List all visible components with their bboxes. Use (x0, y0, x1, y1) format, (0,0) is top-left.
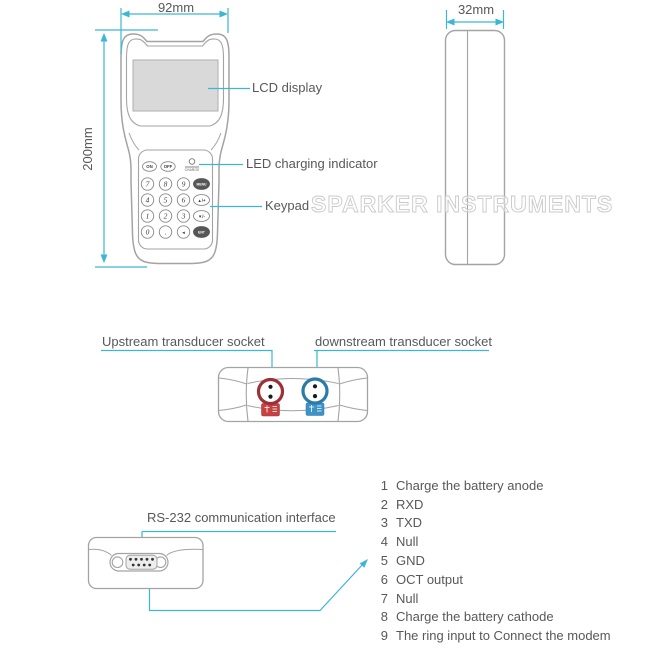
key-off-label: OFF (163, 164, 173, 170)
front-view-drawing (121, 34, 229, 264)
pin-row-5 (377, 551, 611, 570)
watermark-text: SPARKER INSTRUMENTS (311, 191, 614, 217)
upstream-socket-label: Upstream transducer socket (102, 334, 265, 349)
pin-number: 5 (380, 553, 388, 569)
key-0-label: 0 (145, 227, 150, 237)
upstream-socket-tab (262, 404, 280, 417)
pin-row-3 (377, 514, 611, 533)
side-arrow-right (496, 19, 505, 26)
upstream-socket-ring (259, 380, 283, 404)
downstream-socket-label: downstream transducer socket (315, 334, 493, 349)
height-arrow-top (101, 33, 108, 42)
key-on-label: ON (146, 164, 153, 170)
db9-pin-5 (151, 558, 154, 561)
key-8-label: 8 (163, 179, 168, 189)
rs232-pin-list (377, 476, 611, 645)
pin-number: 2 (380, 496, 388, 512)
db9-pin-4 (146, 558, 149, 561)
downstream-socket-pin-bottom (313, 394, 317, 398)
neck-line-left (129, 133, 139, 150)
upstream-socket-pin-bottom (268, 395, 272, 399)
pin-number: 7 (380, 590, 388, 606)
pin-number: 8 (380, 609, 388, 625)
db9-pin-7 (137, 564, 140, 567)
charge-led-icon (189, 159, 195, 165)
rs232-interface-label: RS-232 communication interface (147, 510, 336, 525)
key-left-arrow-label: ◄ (181, 229, 186, 235)
key-4-label: 4 (145, 195, 150, 205)
key-5-label: 5 (163, 195, 168, 205)
pin-row-4 (377, 532, 611, 551)
key-1-label: 1 (145, 211, 150, 221)
pin-number: 6 (380, 571, 388, 587)
pin-row-2 (377, 495, 611, 514)
pin-number: 9 (380, 628, 388, 644)
pin-row-7 (377, 589, 611, 608)
key-3-label: 3 (181, 211, 186, 221)
pin-description: Charge the battery anode (396, 477, 544, 493)
key-down-minus-label: ▼/- (198, 213, 205, 219)
pin-description: TXD (396, 515, 422, 531)
key-dot-label: . (164, 227, 167, 237)
key-up-plus-label: ▲/+ (197, 197, 206, 203)
pin-description: The ring input to Connect the modem (396, 628, 611, 644)
key-menu-label: MENU (196, 182, 207, 187)
db9-pin-1 (129, 558, 132, 561)
width-arrow-right (220, 11, 229, 18)
lcd-display-label: LCD display (252, 80, 323, 95)
charge-led-caption: CHARGE (184, 168, 200, 172)
side-width-dimension-label: 32mm (457, 2, 495, 17)
db9-pin-8 (143, 564, 146, 567)
side-arrow-left (446, 19, 455, 26)
downstream-socket-pin-top (313, 384, 317, 388)
keypad-keys (141, 159, 209, 239)
db9-pin-3 (140, 558, 143, 561)
pin-number: 3 (380, 515, 388, 531)
pin-row-9 (377, 626, 611, 645)
db9-pin-9 (148, 564, 151, 567)
width-arrow-left (121, 11, 130, 18)
pin-number: 4 (380, 534, 388, 550)
top-body-outline (219, 368, 368, 422)
top-view-drawing (219, 368, 368, 422)
key-ent-label: ENT (198, 230, 205, 235)
neck-line-right (211, 133, 221, 150)
front-height-dimension-label: 200mm (80, 127, 95, 171)
height-arrow-bottom (101, 255, 108, 264)
keypad-label: Keypad (265, 198, 310, 213)
front-width-dimension-label: 92mm (157, 0, 195, 15)
upstream-socket (259, 380, 283, 417)
pin-row-8 (377, 608, 611, 627)
db9-pin-2 (135, 558, 138, 561)
db9-dsub-body (126, 555, 157, 569)
pin-number: 1 (380, 477, 388, 493)
pin-description: Null (396, 590, 419, 606)
key-7-label: 7 (145, 179, 150, 189)
pin-row-6 (377, 570, 611, 589)
lcd-screen (133, 60, 218, 111)
pin-description: Null (396, 534, 419, 550)
pin-row-1 (377, 476, 611, 495)
pin-description: RXD (396, 496, 424, 512)
key-6-label: 6 (181, 195, 186, 205)
upstream-socket-pin-top (268, 385, 272, 389)
downstream-socket-tab (306, 403, 324, 416)
downstream-socket-ring (303, 379, 327, 403)
side-view-drawing (446, 31, 505, 265)
side-body-outline (446, 31, 505, 265)
pin-description: GND (396, 553, 425, 569)
key-2-label: 2 (163, 211, 168, 221)
downstream-socket (303, 379, 327, 416)
pin-description: Charge the battery cathode (396, 609, 554, 625)
key-9-label: 9 (181, 179, 186, 189)
bottom-view-drawing (89, 538, 204, 589)
led-charging-indicator-label: LED charging indicator (246, 156, 378, 171)
pin-description: OCT output (396, 571, 463, 587)
db9-pin-6 (132, 564, 135, 567)
